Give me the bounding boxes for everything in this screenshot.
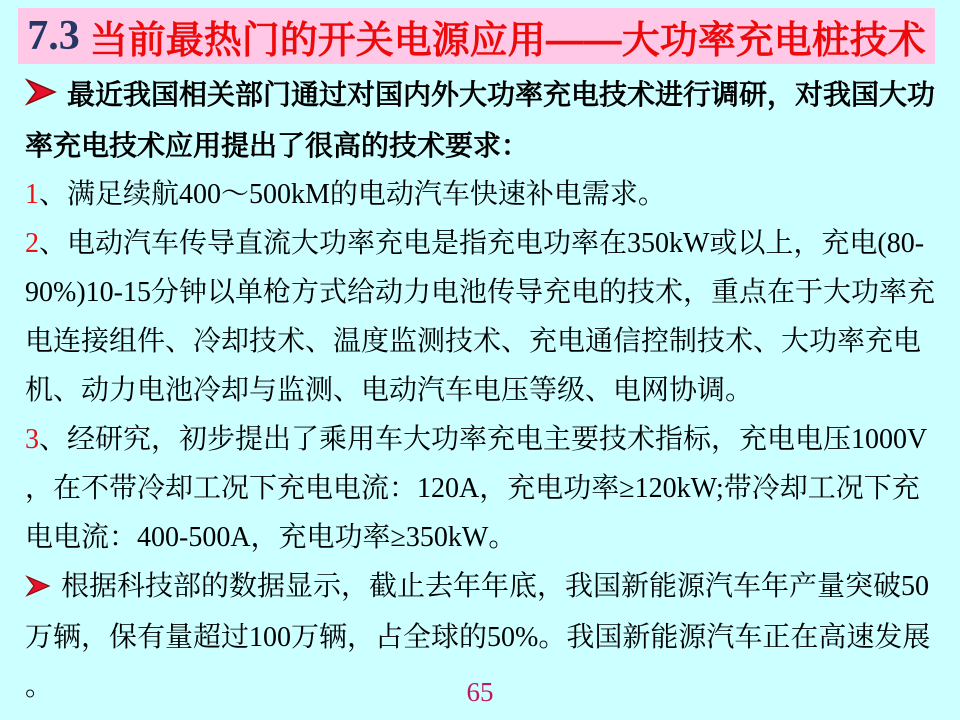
list-item-3: [25, 415, 937, 562]
intro-paragraph: [25, 70, 937, 170]
page-title: 当前最热门的开关电源应用——大功率充电桩技术: [89, 19, 926, 62]
title-section-number: 7.3: [27, 13, 80, 59]
item-number: 1: [25, 179, 39, 210]
list-item-2: [25, 219, 937, 415]
page-number: 65: [466, 677, 494, 707]
list-item-text: 、经研究，初步提出了乘用车大功率充电主要技术指标，充电电压1000V，在不带冷却工况下充电电流：120A，充电功率≥120kW;带冷却工况下充电电流：400-500A，充电功率≥350kW。: [25, 424, 928, 553]
list-item-1: [25, 170, 937, 219]
red-arrow-bullet-icon: [25, 72, 57, 121]
red-arrow-bullet-icon: [25, 564, 51, 613]
item-number: 3: [25, 424, 39, 455]
slide-title-bar: [18, 8, 935, 64]
list-item-text: 、电动汽车传导直流大功率充电是指充电功率在350kW或以上，充电(80-90%)10-15分钟以单枪方式给动力电池传导充电的技术，重点在于大功率充电连接组件、冷却技术、温度监测技术、充电通信控制技术、大功率充电机、动力电池冷却与监测、电动汽车电压等级、电网协调。: [25, 228, 935, 406]
closing-paragraph-text: 根据科技部的数据显示，截止去年年底，我国新能源汽车年产量突破50万辆，保有量超过100万辆，占全球的50%。我国新能源汽车正在高速发展。: [25, 571, 931, 702]
intro-paragraph-text: 最近我国相关部门通过对国内外大功率充电技术进行调研，对我国大功率充电技术应用提出了很高的技术要求：: [25, 79, 936, 161]
item-number: 2: [25, 228, 39, 259]
slide-body: [25, 70, 937, 711]
list-item-text: 、满足续航400～500kM的电动汽车快速补电需求。: [39, 179, 666, 210]
